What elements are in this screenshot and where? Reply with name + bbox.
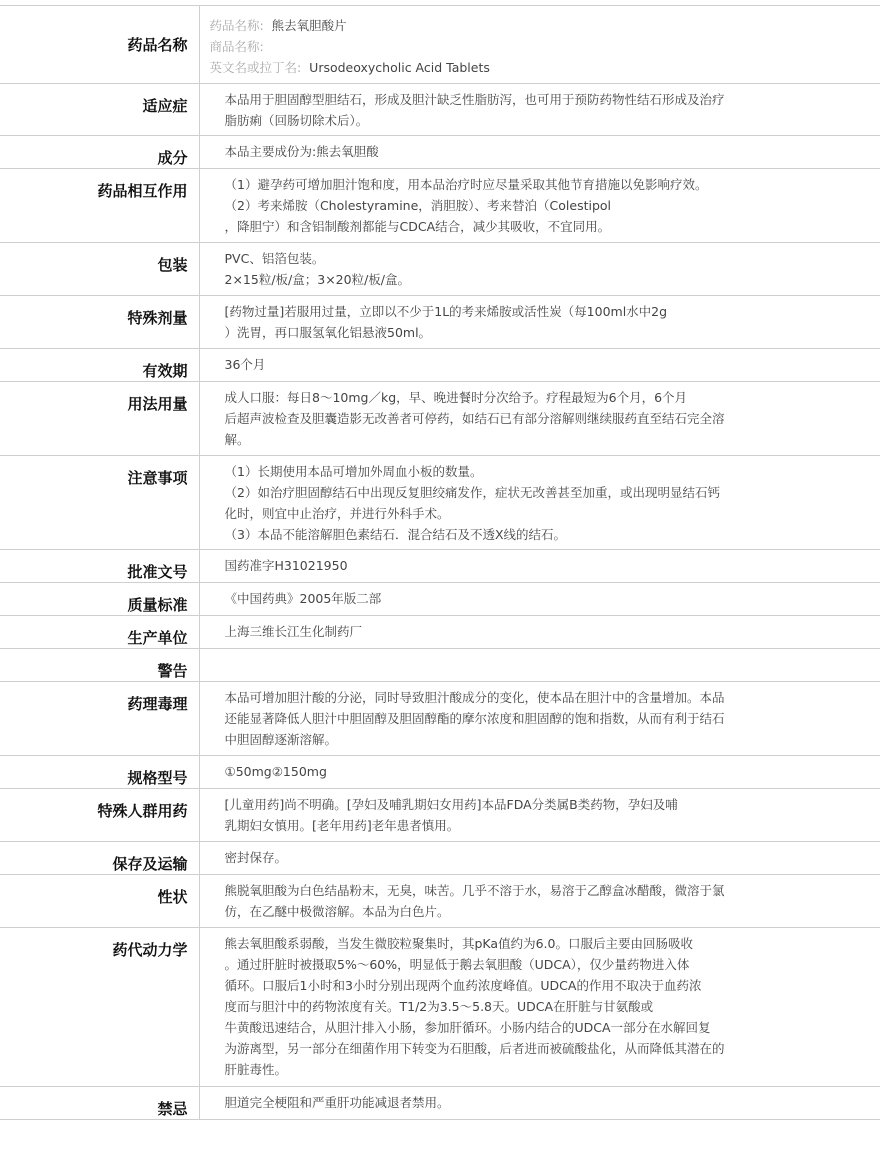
row-value-line: PVC、铝箔包装。 (224, 251, 325, 266)
row-value-line: 国药准字H31021950 (224, 558, 348, 573)
row-value (199, 243, 880, 296)
generic-name-key: 药品名称: (209, 18, 264, 33)
row-value-line: 还能显著降低人胆汁中胆固醇及胆固醇酯的摩尔浓度和胆固醇的饱和指数，从而有利于结石 (224, 711, 725, 726)
row-value-line: 成人口服：每日8～10mg／kg，早、晚进餐时分次给予。疗程最短为6个月，6个月 (224, 390, 688, 405)
info-row (0, 875, 880, 928)
row-value-line: 。通过肝脏时被摄取5%～60%，明显低于鹅去氧胆酸（UDCA），仅少量药物进入体 (224, 957, 690, 972)
english-name-line (210, 57, 791, 78)
info-row (0, 583, 880, 616)
info-row (0, 243, 880, 296)
row-label: 有效期 (0, 349, 199, 382)
row-value-line: 仿，在乙醚中极微溶解。本品为白色片。 (224, 904, 450, 919)
row-label: 注意事项 (0, 456, 199, 550)
row-label: 保存及运输 (0, 842, 199, 875)
row-value-line: ）洗胃，再口服氢氧化铝悬液50ml。 (224, 325, 432, 340)
trade-name-key: 商品名称: (209, 39, 264, 54)
row-value (199, 789, 880, 842)
row-label: 禁忌 (0, 1087, 199, 1120)
row-value-line: 熊去氧胆酸系弱酸，当发生微胶粒聚集时，其pKa值约为6.0。口服后主要由回肠吸收 (224, 936, 693, 951)
row-value (199, 84, 880, 136)
row-value (199, 1087, 880, 1120)
row-label: 规格型号 (0, 756, 199, 789)
drug-info-table (0, 5, 880, 1120)
row-value-line (225, 654, 791, 675)
row-value (199, 456, 880, 550)
row-label: 适应症 (0, 84, 199, 136)
drug-info-body (0, 6, 880, 1120)
row-label: 包装 (0, 243, 199, 296)
row-value (199, 382, 880, 456)
row-value-line: [药物过量]若服用过量，立即以不少于1L的考来烯胺或活性炭（每100ml水中2g (224, 304, 668, 319)
row-value-line: 乳期妇女慎用。[老年用药]老年患者慎用。 (224, 818, 460, 833)
row-value-line: 本品主要成份为:熊去氧胆酸 (224, 144, 379, 159)
row-value (199, 616, 880, 649)
row-value (199, 649, 880, 682)
row-value (199, 682, 880, 756)
info-row (0, 1087, 880, 1120)
info-row (0, 296, 880, 349)
row-value (199, 842, 880, 875)
info-row (0, 550, 880, 583)
row-value-line: 为游离型，另一部分在细菌作用下转变为石胆酸，后者进而被硫酸盐化，从而降低其潜在的 (224, 1041, 725, 1056)
row-value (199, 550, 880, 583)
generic-name-value: 熊去氧胆酸片 (271, 18, 347, 33)
info-row (0, 789, 880, 842)
info-row (0, 842, 880, 875)
row-value (199, 583, 880, 616)
row-label: 成分 (0, 136, 199, 169)
info-row (0, 756, 880, 789)
row-value-line: 后超声波检查及胆囊造影无改善者可停药，如结石已有部分溶解则继续服药直至结石完全溶 (224, 411, 725, 426)
row-value-line: ①50mg②150mg (224, 764, 327, 779)
row-label: 性状 (0, 875, 199, 928)
drug-name-row (0, 6, 880, 84)
row-value-line: （3）本品不能溶解胆色素结石．混合结石及不透X线的结石。 (224, 527, 567, 542)
info-row (0, 382, 880, 456)
drug-name-value (199, 6, 880, 84)
row-value-line: 牛黄酸迅速结合，从胆汁排入小肠，参加肝循环。小肠内结合的UDCA一部分在水解回复 (224, 1020, 711, 1035)
row-value-line: 解。 (224, 432, 250, 447)
row-value-line: 循环。口服后1小时和3小时分别出现两个血药浓度峰值。UDCA的作用不取决于血药浓 (224, 978, 702, 993)
info-row (0, 682, 880, 756)
info-row (0, 616, 880, 649)
row-label: 批准文号 (0, 550, 199, 583)
row-value-line: 脂肪痢（回肠切除术后）。 (224, 113, 369, 128)
row-value (199, 756, 880, 789)
row-value (199, 296, 880, 349)
info-row (0, 349, 880, 382)
row-value-line: （2）如治疗胆固醇结石中出现反复胆绞痛发作，症状无改善甚至加重，或出现明显结石钙 (224, 485, 720, 500)
row-value-line: （1）长期使用本品可增加外周血小板的数量。 (224, 464, 483, 479)
row-label: 警告 (0, 649, 199, 682)
info-row (0, 649, 880, 682)
trade-name-line (210, 36, 791, 57)
info-row (0, 456, 880, 550)
row-value (199, 349, 880, 382)
row-label: 药品相互作用 (0, 169, 199, 243)
row-value-line: 2×15粒/板/盒；3×20粒/板/盒。 (224, 272, 411, 287)
row-value-line: 中胆固醇逐渐溶解。 (224, 732, 338, 747)
row-value-line: 肝脏毒性。 (224, 1062, 288, 1077)
info-row (0, 928, 880, 1087)
english-name-key: 英文名或拉丁名: (209, 60, 302, 75)
row-value-line: （1）避孕药可增加胆汁饱和度，用本品治疗时应尽量采取其他节育措施以免影响疗效。 (224, 177, 708, 192)
row-label: 药理毒理 (0, 682, 199, 756)
row-label: 药代动力学 (0, 928, 199, 1087)
row-value-line: [儿童用药]尚不明确。[孕妇及哺乳期妇女用药]本品FDA分类属B类药物，孕妇及哺 (224, 797, 678, 812)
row-label: 特殊剂量 (0, 296, 199, 349)
row-label: 用法用量 (0, 382, 199, 456)
row-value-line: 胆道完全梗阻和严重肝功能减退者禁用。 (224, 1095, 450, 1110)
row-value-line: 《中国药典》2005年版二部 (224, 591, 382, 606)
row-value-line: ，降胆宁）和含铝制酸剂都能与CDCA结合，减少其吸收，不宜同用。 (224, 219, 611, 234)
row-value-line: 化时，则宜中止治疗，并进行外科手术。 (224, 506, 450, 521)
row-value (199, 875, 880, 928)
row-value-line: 36个月 (224, 357, 266, 372)
row-value (199, 136, 880, 169)
info-row (0, 136, 880, 169)
row-value-line: 上海三维长江生化制药厂 (224, 624, 363, 639)
row-value-line: 熊脱氧胆酸为白色结晶粉末，无臭，味苦。几乎不溶于水，易溶于乙醇盒冰醋酸，微溶于氯 (224, 883, 725, 898)
row-value-line: 度而与胆汁中的药物浓度有关。T1/2为3.5～5.8天。UDCA在肝脏与甘氨酸或 (224, 999, 654, 1014)
info-row (0, 84, 880, 136)
row-label: 质量标准 (0, 583, 199, 616)
generic-name-line (210, 15, 791, 36)
drug-name-label: 药品名称 (0, 6, 199, 84)
row-value (199, 169, 880, 243)
row-label: 生产单位 (0, 616, 199, 649)
row-value-line: （2）考来烯胺（Cholestyramine，消胆胺）、考来替泊（Colestipol (224, 198, 612, 213)
info-row (0, 169, 880, 243)
row-value (199, 928, 880, 1087)
row-label: 特殊人群用药 (0, 789, 199, 842)
english-name-value: Ursodeoxycholic Acid Tablets (309, 60, 490, 75)
row-value-line: 本品用于胆固醇型胆结石，形成及胆汁缺乏性脂肪泻，也可用于预防药物性结石形成及治疗 (224, 92, 725, 107)
row-value-line: 密封保存。 (224, 850, 288, 865)
row-value-line: 本品可增加胆汁酸的分泌，同时导致胆汁酸成分的变化，使本品在胆汁中的含量增加。本品 (224, 690, 725, 705)
